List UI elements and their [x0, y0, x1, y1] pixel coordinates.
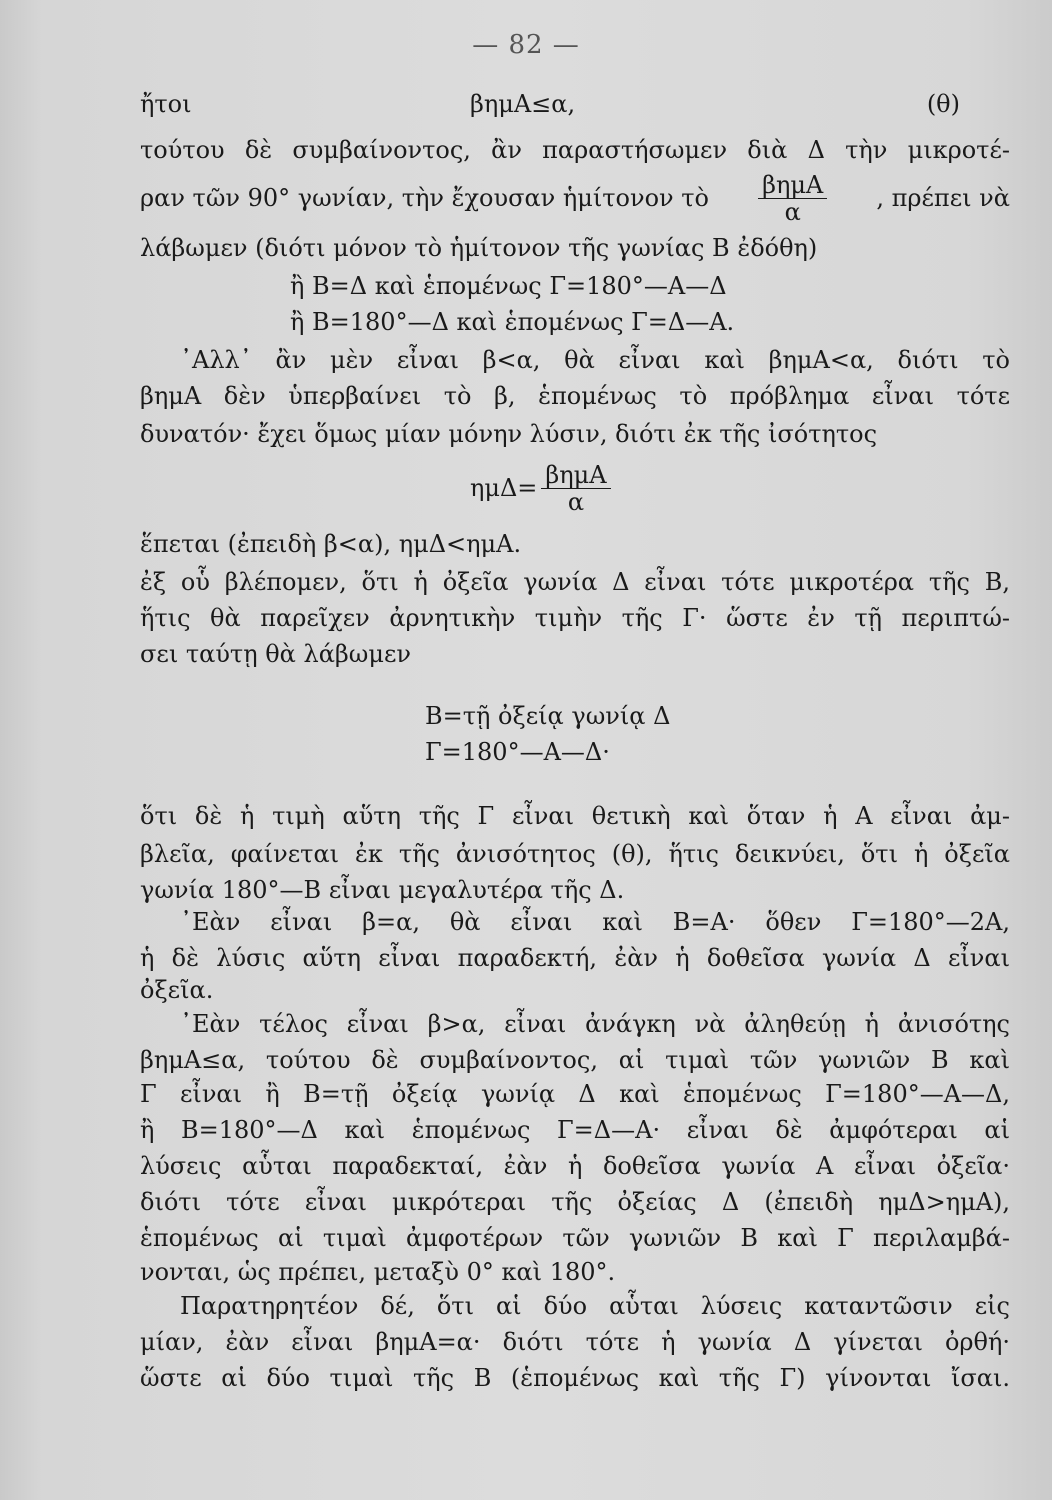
line-3-text-b: , πρέπει νὰ [876, 184, 1010, 212]
equation-fraction [541, 462, 610, 515]
line-33: ὥστε αἱ δύο τιμαὶ τῆς Β (ἑπομένως καὶ τῆς Γ) γίνονται ἴσαι. [140, 1364, 1010, 1392]
line-1-left: ἤτοι [140, 90, 192, 118]
line-18: βλεῖα, φαίνεται ἐκ τῆς ἀνισότητος (θ), ἥτις δεικνύει, ὅτι ἡ ὀξεῖα [140, 840, 1010, 868]
fraction-denominator: α [784, 197, 801, 226]
line-26: ἢ Β=180°—Δ καὶ ἑπομένως Γ=Δ—Α· εἶναι δὲ ἀμφότεραι αἱ [140, 1116, 1010, 1144]
line-29: ἑπομένως αἱ τιμαὶ ἀμφοτέρων τῶν γωνιῶν Β καὶ Γ περιλαμβά- [140, 1224, 1010, 1252]
fraction-numerator: βημΑ [758, 172, 827, 199]
line-1 [140, 88, 1010, 120]
line-24: βημΑ≤α, τούτου δὲ συμβαίνοντος, αἱ τιμαὶ τῶν γωνιῶν Β καὶ [140, 1046, 1010, 1074]
line-9: δυνατόν· ἔχει ὅμως μίαν μόνην λύσιν, διότι ἐκ τῆς ἰσότητος [140, 420, 878, 448]
line-2: τούτου δὲ συμβαίνοντος, ἂν παραστήσωμεν διὰ Δ τὴν μικροτέ- [140, 136, 1010, 164]
line-22: ὀξεῖα. [140, 976, 214, 1004]
line-23: ᾿Εὰν τέλος εἶναι β>α, εἶναι ἀνάγκη νὰ ἀληθεύῃ ἡ ἀνισότης [180, 1010, 1010, 1038]
line-21: ἡ δὲ λύσις αὕτη εἶναι παραδεκτή, ἐὰν ἡ δοθεῖσα γωνία Δ εἶναι [140, 944, 1010, 972]
page-number: — 82 — [472, 30, 580, 60]
line-1-inequality: βημΑ≤α, [470, 90, 576, 118]
line-30: νονται, ὡς πρέπει, μεταξὺ 0° καὶ 180°. [140, 1258, 616, 1286]
equation-label-theta: (θ) [926, 90, 960, 118]
line-32: μίαν, ἐὰν εἶναι βημΑ=α· διότι τότε ἡ γωνία Δ γίνεται ὀρθή· [140, 1328, 1010, 1356]
line-6: ἢ Β=180°—Δ καὶ ἑπομένως Γ=Δ—Α. [290, 308, 735, 336]
line-3 [140, 170, 1010, 226]
line-5: ἢ Β=Δ καὶ ἑπομένως Γ=180°—Α—Δ [290, 272, 727, 300]
equation-lhs: ημΔ= [470, 474, 538, 502]
line-7: ᾿Αλλ᾿ ἂν μὲν εἶναι β<α, θὰ εἶναι καὶ βημΑ<α, διότι τὸ [180, 346, 1010, 374]
line-11: ἕπεται (ἐπειδὴ β<α), ημΔ<ημΑ. [140, 530, 522, 558]
line-25: Γ εἶναι ἢ Β=τῇ ὀξείᾳ γωνίᾳ Δ καὶ ἑπομένως Γ=180°—Α—Δ, [140, 1080, 1010, 1108]
line-31: Παρατηρητέον δέ, ὅτι αἱ δύο αὗται λύσεις καταντῶσιν εἰς [180, 1292, 1010, 1320]
line-3-fraction [758, 172, 827, 225]
line-28: διότι τότε εἶναι μικρότεραι τῆς ὀξείας Δ (ἐπειδὴ ημΔ>ημΑ), [140, 1188, 1010, 1216]
line-20: ᾿Εὰν εἶναι β=α, θὰ εἶναι καὶ Β=Α· ὅθεν Γ=180°—2Α, [180, 908, 1010, 936]
line-10-equation [470, 458, 770, 518]
line-13: ἥτις θὰ παρεῖχεν ἀρνητικὴν τιμὴν τῆς Γ· ὥστε ἐν τῇ περιπτώ- [140, 604, 1010, 632]
line-4: λάβωμεν (διότι μόνον τὸ ἡμίτονον τῆς γωνίας Β ἐδόθη) [140, 234, 818, 262]
line-3-text-a: ραν τῶν 90° γωνίαν, τὴν ἔχουσαν ἡμίτονον τὸ [140, 184, 709, 212]
line-14: σει ταύτῃ θὰ λάβωμεν [140, 640, 411, 668]
line-8: βημΑ δὲν ὑπερβαίνει τὸ β, ἑπομένως τὸ πρόβλημα εἶναι τότε [140, 382, 1010, 410]
line-16: Γ=180°—Α—Δ· [425, 738, 610, 766]
line-27: λύσεις αὗται παραδεκταί, ἐὰν ἡ δοθεῖσα γωνία Α εἶναι ὀξεῖα· [140, 1152, 1010, 1180]
equation-denominator: α [567, 487, 585, 516]
line-15: Β=τῇ ὀξείᾳ γωνίᾳ Δ [425, 702, 671, 730]
line-17: ὅτι δὲ ἡ τιμὴ αὕτη τῆς Γ εἶναι θετικὴ καὶ ὅταν ἡ Α εἶναι ἀμ- [140, 802, 1010, 830]
equation-numerator: βημΑ [541, 462, 610, 489]
line-12: ἐξ οὗ βλέπομεν, ὅτι ἡ ὀξεῖα γωνία Δ εἶναι τότε μικροτέρα τῆς Β, [140, 568, 1010, 596]
line-19: γωνία 180°—Β εἶναι μεγαλυτέρα τῆς Δ. [140, 876, 625, 904]
